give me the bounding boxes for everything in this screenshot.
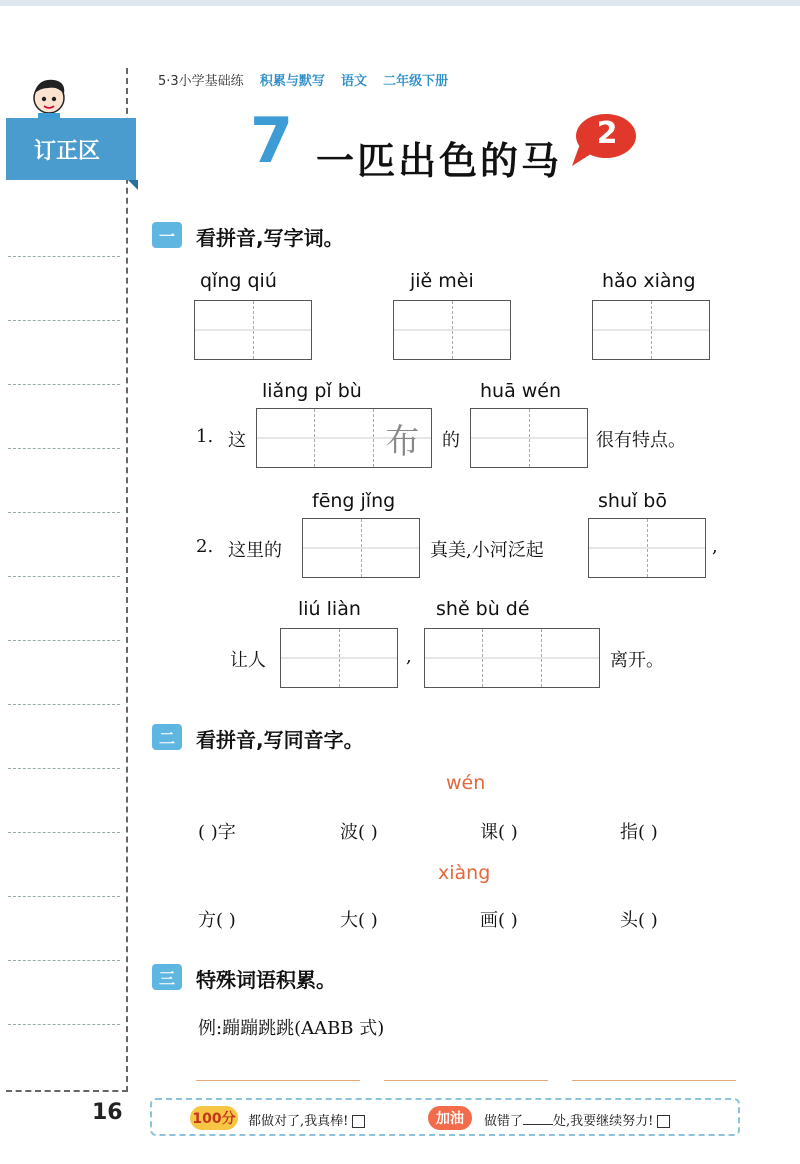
homophone-blank[interactable]: 画( ) xyxy=(480,910,518,931)
grid-cell[interactable] xyxy=(257,409,315,467)
grid-cell[interactable] xyxy=(471,409,530,467)
homophone-blank[interactable]: 头( ) xyxy=(620,910,658,931)
grid-cell-example: 布 xyxy=(374,409,431,467)
writing-grid[interactable] xyxy=(194,300,312,360)
pinyin-label: wén xyxy=(446,772,486,794)
lesson-badge-number: 2 xyxy=(596,116,618,151)
grid-cell[interactable] xyxy=(593,301,652,359)
pinyin-label: xiàng xyxy=(438,862,491,884)
sidebar-rule xyxy=(8,832,120,833)
section-three-icon: 三 xyxy=(152,964,182,990)
grid-cell[interactable] xyxy=(362,519,420,577)
sidebar-rule xyxy=(8,256,120,257)
cheer-badge: 加油 xyxy=(428,1106,472,1130)
sidebar-rule xyxy=(8,960,120,961)
homophone-blank[interactable]: ( )字 xyxy=(198,822,236,843)
sentence-text: 离开。 xyxy=(610,650,664,671)
question-number: 2. xyxy=(196,536,214,557)
grid-cell[interactable] xyxy=(254,301,312,359)
grid-cell[interactable] xyxy=(425,629,483,687)
grid-cell[interactable] xyxy=(315,409,373,467)
homophone-blank[interactable]: 方( ) xyxy=(198,910,236,931)
self-check-wrong-post: 处,我要继续努力! xyxy=(553,1114,654,1129)
sentence-text: 这里的 xyxy=(228,540,282,561)
writing-grid[interactable] xyxy=(256,408,432,468)
error-count-blank[interactable] xyxy=(523,1124,553,1125)
writing-grid[interactable] xyxy=(470,408,588,468)
self-check-wrong xyxy=(484,1110,670,1129)
self-check-wrong-pre: 做错了 xyxy=(484,1114,524,1129)
sidebar-rule xyxy=(8,704,120,705)
sidebar-rule xyxy=(8,896,120,897)
grid-cell[interactable] xyxy=(648,519,706,577)
pinyin-label: jiě mèi xyxy=(410,270,474,292)
sidebar-rule xyxy=(8,1024,120,1025)
homophone-blank[interactable]: 课( ) xyxy=(480,822,518,843)
top-edge xyxy=(0,0,800,6)
lesson-number: 7 xyxy=(250,104,294,177)
subject-name: 语文 xyxy=(340,74,367,89)
grid-cell[interactable] xyxy=(589,519,648,577)
sentence-text: 让人 xyxy=(230,650,266,671)
writing-grid[interactable] xyxy=(588,518,706,578)
full-score-badge: 100分 xyxy=(190,1106,238,1130)
homophone-blank[interactable]: 指( ) xyxy=(620,822,658,843)
pinyin-label: liú liàn xyxy=(298,598,361,620)
book-header xyxy=(158,70,460,89)
grid-cell[interactable] xyxy=(281,629,340,687)
sidebar-rule xyxy=(8,576,120,577)
grid-cell[interactable] xyxy=(652,301,710,359)
self-check-full-text: 都做对了,我真棒! xyxy=(248,1114,349,1129)
grid-cell[interactable] xyxy=(542,629,599,687)
sidebar-rule xyxy=(8,448,120,449)
sentence-text: 很有特点。 xyxy=(596,430,686,451)
writing-grid[interactable] xyxy=(280,628,398,688)
grid-cell[interactable] xyxy=(483,629,541,687)
sentence-text: 这 xyxy=(228,430,246,451)
question-number: 1. xyxy=(196,426,214,447)
homophone-blank[interactable]: 大( ) xyxy=(340,910,378,931)
writing-grid[interactable] xyxy=(302,518,420,578)
lesson-title: 一匹出色的马 xyxy=(316,139,563,183)
mascot-boy-icon xyxy=(24,76,74,124)
example-text: 例:蹦蹦跳跳(AABB 式) xyxy=(198,1018,385,1039)
section-one-title: 看拼音,写字词。 xyxy=(196,226,344,250)
writing-grid[interactable] xyxy=(393,300,511,360)
grade-name: 二年级下册 xyxy=(383,74,449,89)
sidebar-rule xyxy=(8,512,120,513)
page-number: 16 xyxy=(92,1100,123,1125)
grid-cell[interactable] xyxy=(394,301,453,359)
sidebar-tab-correction xyxy=(6,118,136,180)
sentence-text: , xyxy=(406,646,412,667)
sentence-text: 真美,小河泛起 xyxy=(430,540,544,561)
pinyin-label: huā wén xyxy=(480,380,562,402)
pinyin-label: shuǐ bō xyxy=(598,490,667,512)
pinyin-label: liǎng pǐ bù xyxy=(262,380,362,402)
answer-line[interactable] xyxy=(572,1080,736,1081)
sidebar-rule xyxy=(8,320,120,321)
grid-cell[interactable] xyxy=(303,519,362,577)
pinyin-label: fēng jǐng xyxy=(312,490,396,512)
grid-cell[interactable] xyxy=(530,409,588,467)
pinyin-label: shě bù dé xyxy=(436,598,530,620)
sidebar-rule xyxy=(8,384,120,385)
checkbox-full[interactable] xyxy=(352,1115,365,1128)
section-two-icon: 二 xyxy=(152,724,182,750)
sidebar-tab-label: 订正区 xyxy=(34,138,101,164)
grid-cell[interactable] xyxy=(453,301,511,359)
lesson-part-badge xyxy=(570,112,638,168)
writing-grid[interactable] xyxy=(424,628,600,688)
writing-grid[interactable] xyxy=(592,300,710,360)
section-three-title: 特殊词语积累。 xyxy=(196,968,336,992)
sentence-text: 的 xyxy=(442,430,460,451)
sentence-text: , xyxy=(712,536,718,557)
correction-area xyxy=(6,68,128,1092)
checkbox-wrong[interactable] xyxy=(657,1115,670,1128)
sidebar-rule xyxy=(8,768,120,769)
sidebar-rule xyxy=(8,640,120,641)
section-one-icon: 一 xyxy=(152,222,182,248)
self-check-full xyxy=(248,1110,365,1129)
pinyin-label: qǐng qiú xyxy=(200,270,277,292)
pinyin-label: hǎo xiàng xyxy=(602,270,696,292)
answer-line[interactable] xyxy=(384,1080,548,1081)
book-name: 积累与默写 xyxy=(259,74,325,89)
grid-cell[interactable] xyxy=(340,629,398,687)
homophone-blank[interactable]: 波( ) xyxy=(340,822,378,843)
grid-cell[interactable] xyxy=(195,301,254,359)
section-two-title: 看拼音,写同音字。 xyxy=(196,728,364,752)
answer-line[interactable] xyxy=(196,1080,360,1081)
series-name: 5·3小学基础练 xyxy=(158,74,244,89)
